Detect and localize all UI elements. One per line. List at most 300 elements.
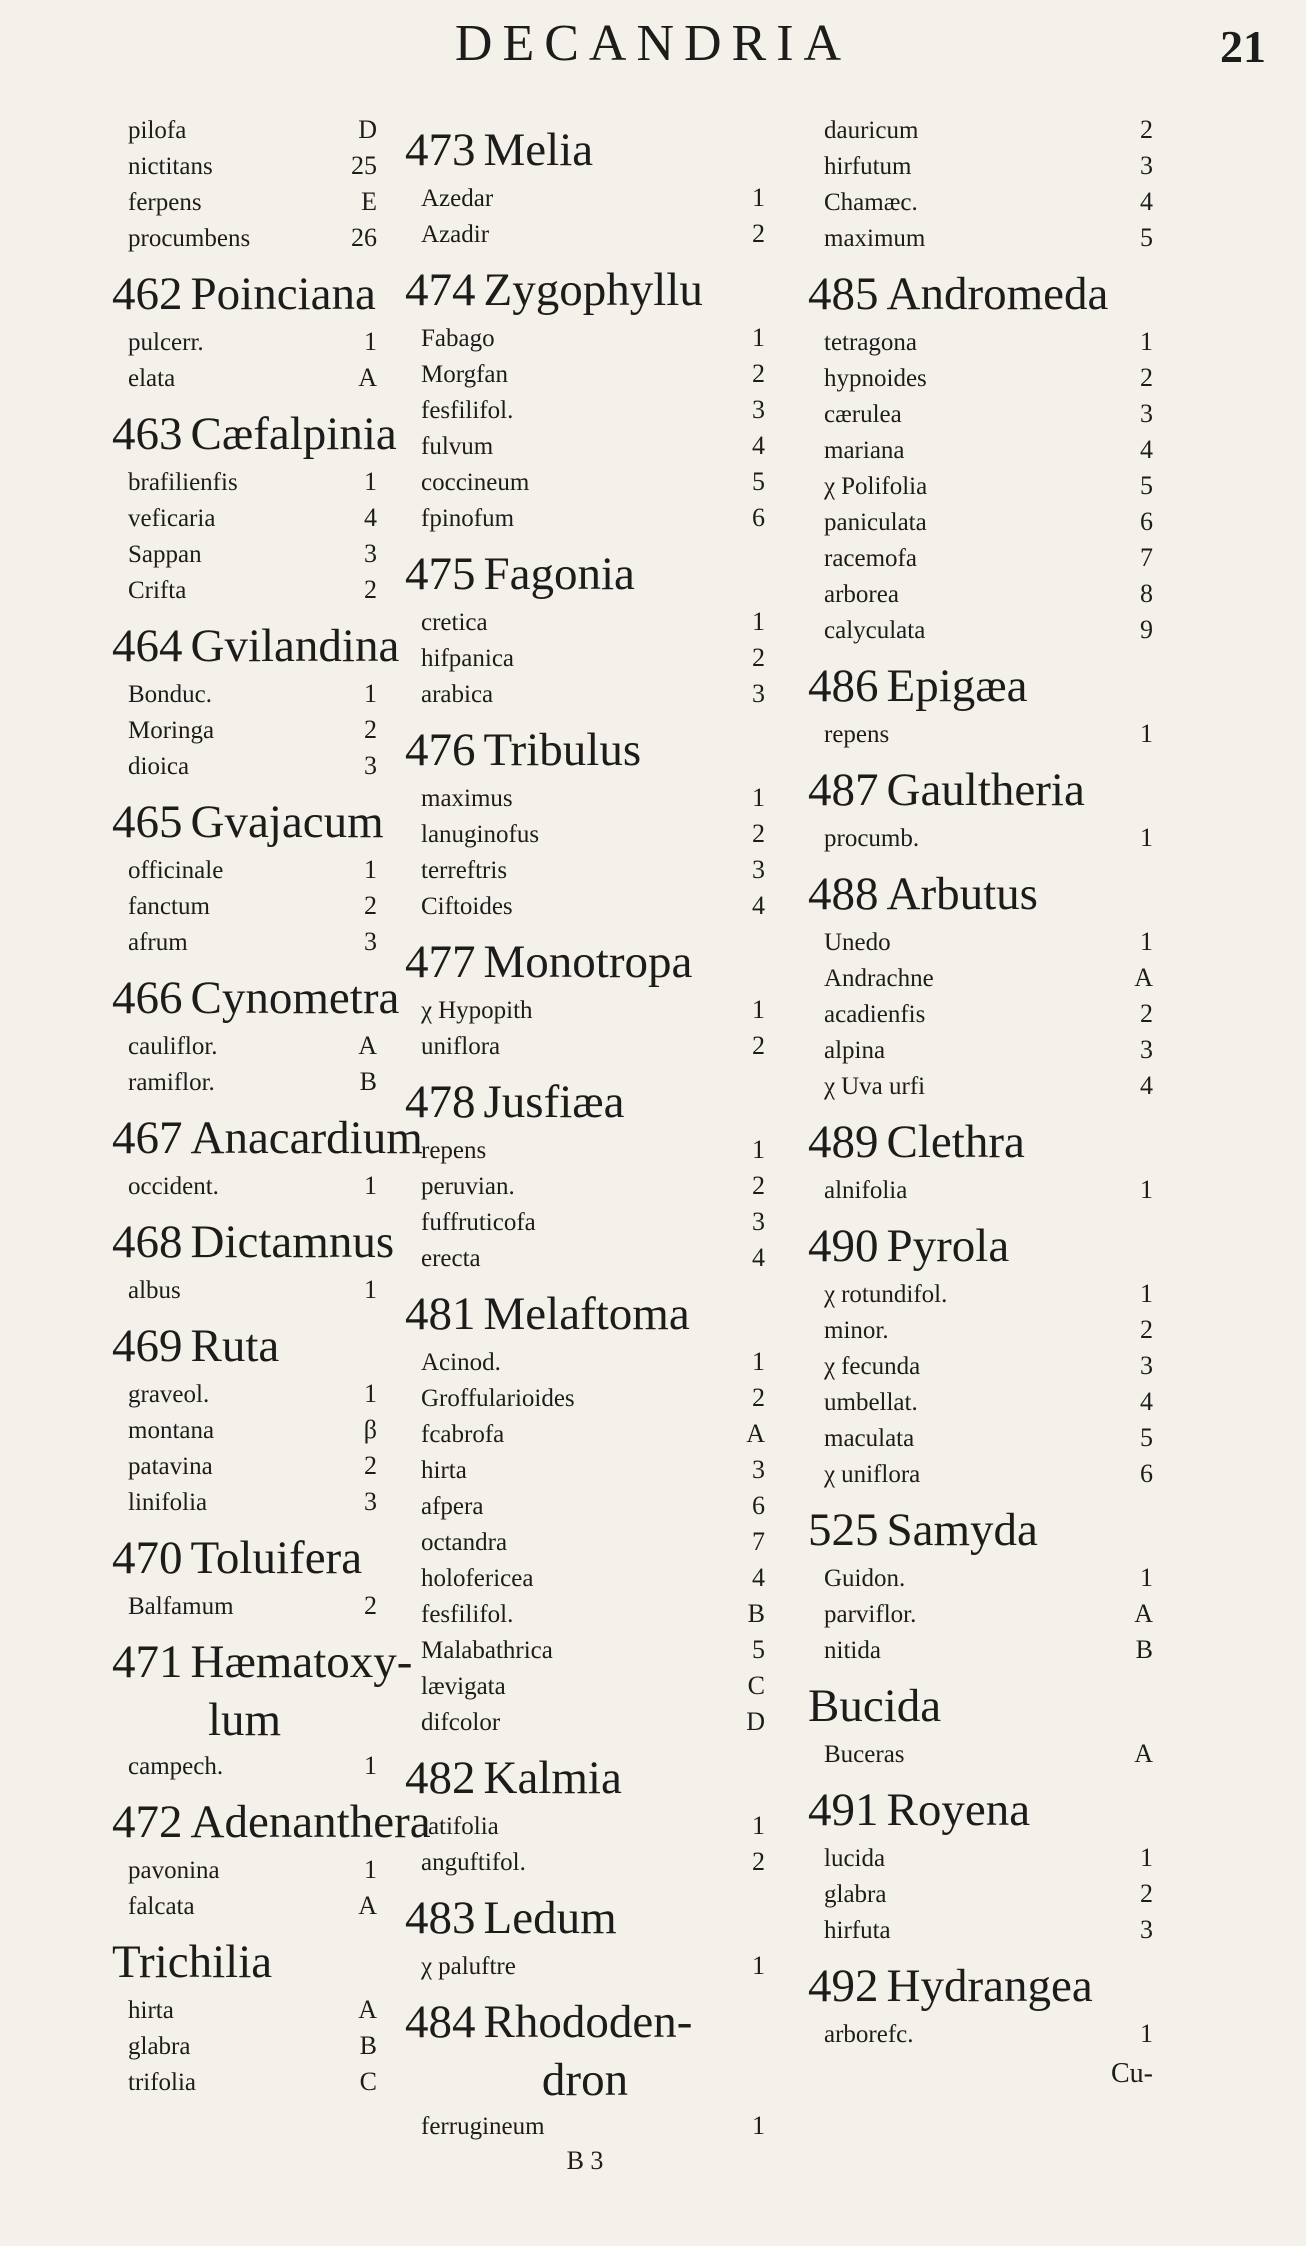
genus-heading xyxy=(112,792,384,852)
species-name xyxy=(808,613,925,648)
genus-heading xyxy=(808,760,1153,820)
species-name-text: Chamæc. xyxy=(824,189,918,216)
species-mark: 4 xyxy=(1140,435,1153,464)
genus-number: 482 xyxy=(405,1752,476,1804)
species-name-text: Azadir xyxy=(421,221,490,248)
species-mark: 1 xyxy=(752,783,765,812)
species-name-text: mariana xyxy=(824,437,905,464)
species-mark: 3 xyxy=(364,751,377,780)
species-entry xyxy=(405,1240,765,1276)
species-mark: 6 xyxy=(1140,507,1153,536)
species-mark: A xyxy=(1134,1739,1153,1768)
species-name xyxy=(405,181,493,216)
genus-number: 489 xyxy=(808,1116,879,1168)
species-entry xyxy=(112,1376,377,1412)
species-name xyxy=(808,185,918,220)
species-entry xyxy=(808,112,1153,148)
species-name xyxy=(112,1993,174,2028)
species-mark: A xyxy=(358,1995,377,2024)
species-mark: 1 xyxy=(1140,2019,1153,2048)
species-entry xyxy=(808,960,1153,996)
species-name-text: paluftre xyxy=(438,1953,516,1980)
genus-name: Royena xyxy=(886,1784,1031,1836)
species-name-text: fanctum xyxy=(128,893,210,920)
species-name xyxy=(405,641,514,676)
genus-name: Pyrola xyxy=(886,1220,1010,1272)
species-name xyxy=(112,889,210,924)
species-mark: 4 xyxy=(364,503,377,532)
genus-heading xyxy=(112,1108,423,1168)
genus-number: 468 xyxy=(112,1216,183,1268)
species-entry xyxy=(112,888,377,924)
genus-number: 466 xyxy=(112,972,183,1024)
species-mark: 1 xyxy=(752,1347,765,1376)
species-name-text: fesfilifol. xyxy=(421,397,514,424)
species-name xyxy=(405,1029,500,1064)
genus-name: Zygophyllu xyxy=(483,264,703,316)
species-name xyxy=(405,1205,536,1240)
species-name xyxy=(405,1381,575,1416)
genus-number: 471 xyxy=(112,1636,183,1688)
species-name-text: ramiflor. xyxy=(128,1069,215,1096)
genus-name: Trichilia xyxy=(112,1936,273,1988)
species-name-text: uniflora xyxy=(841,1461,921,1488)
species-name-text: lanuginofus xyxy=(421,821,540,848)
species-name xyxy=(112,573,186,608)
genus-number: 462 xyxy=(112,268,183,320)
species-entry xyxy=(405,1560,765,1596)
species-name xyxy=(405,321,495,356)
species-name xyxy=(808,577,899,612)
species-entry xyxy=(808,1068,1153,1104)
species-name xyxy=(405,1561,533,1596)
genus-name: Gaultheria xyxy=(886,764,1085,816)
species-mark: D xyxy=(358,115,377,144)
page-number: 21 xyxy=(1220,21,1266,72)
genus-heading xyxy=(808,656,1153,716)
species-name-text: minor. xyxy=(824,1317,889,1344)
species-name-text: ferrugineum xyxy=(421,2113,545,2140)
genus-heading xyxy=(808,1216,1153,1276)
species-name xyxy=(405,1345,501,1380)
species-name xyxy=(112,1413,214,1448)
species-name xyxy=(405,2109,545,2144)
species-mark: 9 xyxy=(1140,615,1153,644)
species-entry xyxy=(112,464,377,500)
species-name-text: officinale xyxy=(128,857,224,884)
species-entry xyxy=(405,216,765,252)
species-mark: 3 xyxy=(752,679,765,708)
genus-name: Anacardium xyxy=(190,1112,423,1164)
species-name-text: Acinod. xyxy=(421,1349,501,1376)
species-mark: 1 xyxy=(752,995,765,1024)
species-name xyxy=(112,749,189,784)
species-name-text: fuffruticofa xyxy=(421,1209,536,1236)
species-entry xyxy=(112,1888,377,1924)
species-entry xyxy=(808,324,1153,360)
species-name-text: Balfamum xyxy=(128,1593,234,1620)
species-entry xyxy=(112,1448,377,1484)
species-name xyxy=(808,1421,914,1456)
species-entry xyxy=(405,1204,765,1240)
species-name xyxy=(112,325,204,360)
species-entry xyxy=(112,220,377,256)
species-name xyxy=(405,393,513,428)
species-name-text: Fabago xyxy=(421,325,495,352)
species-name-text: lævigata xyxy=(421,1673,506,1700)
species-entry xyxy=(808,1456,1153,1492)
species-mark: 1 xyxy=(752,323,765,352)
genus-heading xyxy=(112,616,400,676)
species-name xyxy=(112,465,238,500)
species-name-text: terreftris xyxy=(421,857,508,884)
genus-number: 525 xyxy=(808,1504,879,1556)
species-mark: 2 xyxy=(1140,363,1153,392)
genus-name: Melia xyxy=(483,124,594,176)
species-name-text: Unedo xyxy=(824,929,891,956)
species-name xyxy=(405,1845,526,1880)
species-mark: 7 xyxy=(1140,543,1153,572)
species-name-text: Ciftoides xyxy=(421,893,513,920)
species-name xyxy=(808,1841,885,1876)
species-mark: 2 xyxy=(752,359,765,388)
catchword: Cu- xyxy=(1111,2058,1153,2089)
species-name xyxy=(112,1853,220,1888)
species-mark: 3 xyxy=(1140,1915,1153,1944)
species-name xyxy=(112,677,212,712)
species-entry xyxy=(112,536,377,572)
species-name xyxy=(112,713,214,748)
species-entry xyxy=(405,1668,765,1704)
species-entry xyxy=(112,1412,377,1448)
genus-heading xyxy=(808,1112,1153,1172)
species-entry xyxy=(808,1312,1153,1348)
species-name xyxy=(808,113,918,148)
species-mark: 2 xyxy=(752,1383,765,1412)
genus-number: 476 xyxy=(405,724,476,776)
species-name-text: anguftifol. xyxy=(421,1849,526,1876)
genus-heading xyxy=(808,864,1153,924)
species-name xyxy=(808,1277,947,1312)
species-mark: 3 xyxy=(752,1455,765,1484)
species-entry xyxy=(808,540,1153,576)
species-name xyxy=(112,1889,195,1924)
species-name-text: afrum xyxy=(128,929,188,956)
species-name xyxy=(112,185,202,220)
species-entry xyxy=(405,1704,765,1740)
species-mark: 1 xyxy=(752,183,765,212)
species-entry xyxy=(112,2028,377,2064)
species-mark: 1 xyxy=(752,1951,765,1980)
species-name-text: pulcerr. xyxy=(128,329,204,356)
genus-heading xyxy=(112,264,377,324)
species-entry xyxy=(808,1736,1153,1772)
species-name xyxy=(808,1737,905,1772)
species-name-text: repens xyxy=(421,1137,487,1164)
species-name xyxy=(112,1485,207,1520)
genus-name: Ruta xyxy=(190,1320,280,1372)
species-name-text: fulvum xyxy=(421,433,494,460)
species-entry xyxy=(808,1384,1153,1420)
species-name xyxy=(808,821,919,856)
species-name xyxy=(405,465,529,500)
species-entry xyxy=(405,1948,765,1984)
species-name-text: veficaria xyxy=(128,505,216,532)
species-mark: 1 xyxy=(364,1751,377,1780)
genus-name: Toluifera xyxy=(190,1532,363,1584)
species-name-text: maximum xyxy=(824,225,926,252)
species-name-text: graveol. xyxy=(128,1381,210,1408)
species-name xyxy=(405,1525,507,1560)
genus-number: 478 xyxy=(405,1076,476,1128)
genus-number: 486 xyxy=(808,660,879,712)
species-mark: 1 xyxy=(364,1855,377,1884)
species-name xyxy=(112,113,186,148)
genus-heading xyxy=(112,1932,377,1992)
species-mark: 3 xyxy=(752,395,765,424)
species-name xyxy=(405,1669,506,1704)
species-name xyxy=(405,217,489,252)
species-mark: 2 xyxy=(364,1451,377,1480)
species-mark: 2 xyxy=(364,1591,377,1620)
species-mark: 1 xyxy=(1140,1843,1153,1872)
species-entry xyxy=(112,1064,377,1100)
species-entry xyxy=(808,576,1153,612)
column-2 xyxy=(405,112,765,2176)
species-entry xyxy=(405,852,765,888)
species-name-text: linifolia xyxy=(128,1489,208,1516)
genus-name: Tribulus xyxy=(483,724,642,776)
species-name-text: alpina xyxy=(824,1037,886,1064)
species-entry xyxy=(405,640,765,676)
species-name xyxy=(405,605,488,640)
species-name xyxy=(808,925,891,960)
species-mark: 4 xyxy=(1140,1071,1153,1100)
species-mark: E xyxy=(361,187,377,216)
species-name xyxy=(405,817,539,852)
species-entry xyxy=(405,2108,765,2144)
species-entry xyxy=(808,184,1153,220)
genus-number: 474 xyxy=(405,264,476,316)
species-name-text: fesfilifol. xyxy=(421,1601,514,1628)
species-entry xyxy=(808,2016,1153,2052)
species-mark: 1 xyxy=(364,679,377,708)
genus-heading xyxy=(112,404,397,464)
species-name xyxy=(405,677,493,712)
species-name xyxy=(808,149,912,184)
species-name-text: tetragona xyxy=(824,329,918,356)
genus-number: 472 xyxy=(112,1796,183,1848)
genus-name: Rhododen- xyxy=(483,1996,693,2048)
species-name-text: dioica xyxy=(128,753,190,780)
species-mark: 2 xyxy=(1140,115,1153,144)
column-3 xyxy=(808,112,1153,2090)
species-entry xyxy=(405,1488,765,1524)
species-entry xyxy=(112,1028,377,1064)
species-mark: 7 xyxy=(752,1527,765,1556)
genus-number: 488 xyxy=(808,868,879,920)
species-entry xyxy=(405,1344,765,1380)
species-entry xyxy=(808,396,1153,432)
species-name xyxy=(112,501,215,536)
species-name xyxy=(405,1417,504,1452)
species-name xyxy=(808,1913,891,1948)
species-mark: 3 xyxy=(752,855,765,884)
genus-name: Dictamnus xyxy=(190,1216,395,1268)
species-entry xyxy=(808,612,1153,648)
species-entry xyxy=(405,180,765,216)
species-mark: 1 xyxy=(364,1275,377,1304)
species-mark: 1 xyxy=(364,1171,377,1200)
species-name xyxy=(808,1313,889,1348)
species-name xyxy=(808,433,905,468)
species-entry xyxy=(112,360,377,396)
species-name-text: Uva urfi xyxy=(841,1073,926,1100)
genus-heading xyxy=(405,1072,765,1132)
genus-name: Melaftoma xyxy=(483,1288,690,1340)
species-name xyxy=(405,501,514,536)
species-name-text: coccineum xyxy=(421,469,530,496)
species-entry xyxy=(405,356,765,392)
species-mark: 2 xyxy=(1140,999,1153,1028)
genus-name: Jusfiæa xyxy=(483,1076,625,1128)
genus-heading xyxy=(808,1780,1153,1840)
cross-mark: χ xyxy=(824,1461,836,1488)
species-mark: 2 xyxy=(752,1171,765,1200)
genus-name-continuation: dron xyxy=(541,2054,629,2106)
species-entry xyxy=(405,604,765,640)
species-name-text: Hypopith xyxy=(438,997,533,1024)
species-name xyxy=(808,1597,916,1632)
species-mark: 1 xyxy=(1140,927,1153,956)
species-mark: 3 xyxy=(1140,1035,1153,1064)
genus-name: Cynometra xyxy=(190,972,400,1024)
genus-name: Cæfalpinia xyxy=(190,408,397,460)
genus-heading xyxy=(112,1528,377,1588)
genus-heading xyxy=(112,1316,377,1376)
species-name-text: Polifolia xyxy=(841,473,928,500)
species-name xyxy=(808,505,927,540)
genus-name: Hæmatoxy- xyxy=(190,1636,413,1688)
species-name-text: fecunda xyxy=(841,1353,921,1380)
species-name xyxy=(112,1273,181,1308)
genus-heading xyxy=(405,1888,765,1948)
cross-mark: χ xyxy=(824,473,836,500)
species-name-text: Bonduc. xyxy=(128,681,213,708)
species-name xyxy=(405,1633,553,1668)
genus-heading xyxy=(808,264,1153,324)
species-name-text: lucida xyxy=(824,1845,886,1872)
species-mark: 6 xyxy=(752,503,765,532)
species-name xyxy=(808,1457,920,1492)
genus-heading xyxy=(405,1284,765,1344)
species-entry xyxy=(405,1132,765,1168)
genus-heading xyxy=(112,968,400,1028)
species-name xyxy=(405,853,507,888)
species-mark: 3 xyxy=(1140,399,1153,428)
species-name xyxy=(112,925,188,960)
genus-heading xyxy=(112,1212,395,1272)
species-name xyxy=(808,1033,885,1068)
species-entry xyxy=(808,924,1153,960)
species-mark: 1 xyxy=(752,2111,765,2140)
species-name-text: racemofa xyxy=(824,545,917,572)
species-mark: 1 xyxy=(364,1379,377,1408)
species-mark: 25 xyxy=(351,151,377,180)
species-name xyxy=(112,1377,209,1412)
species-entry xyxy=(405,392,765,428)
species-entry xyxy=(405,1524,765,1560)
species-mark: 5 xyxy=(752,467,765,496)
species-name xyxy=(405,993,533,1028)
species-entry xyxy=(808,716,1153,752)
genus-heading xyxy=(808,1500,1153,1560)
species-name xyxy=(405,357,508,392)
species-mark: 5 xyxy=(1140,471,1153,500)
species-name-text: Andrachne xyxy=(824,965,934,992)
genus-heading xyxy=(405,720,765,780)
species-mark: 4 xyxy=(752,1563,765,1592)
species-mark: 1 xyxy=(364,327,377,356)
species-entry xyxy=(808,1560,1153,1596)
species-entry xyxy=(405,1028,765,1064)
species-mark: 2 xyxy=(752,219,765,248)
species-name xyxy=(112,1065,215,1100)
species-name-text: hypnoides xyxy=(824,365,927,392)
page-header xyxy=(0,14,1306,74)
species-name xyxy=(808,325,917,360)
genus-name-continuation: lum xyxy=(207,1694,282,1746)
species-name xyxy=(405,1809,499,1844)
species-name-text: campech. xyxy=(128,1753,224,1780)
species-entry xyxy=(808,468,1153,504)
species-mark: 2 xyxy=(1140,1879,1153,1908)
genus-heading xyxy=(112,1632,413,1692)
species-name-text: cauliflor. xyxy=(128,1033,218,1060)
species-name xyxy=(405,1133,486,1168)
species-mark: 3 xyxy=(364,539,377,568)
species-name-text: arabica xyxy=(421,681,494,708)
genus-number: 464 xyxy=(112,620,183,672)
species-entry xyxy=(112,712,377,748)
species-mark: A xyxy=(358,363,377,392)
species-entry xyxy=(112,748,377,784)
species-name xyxy=(808,1069,925,1104)
species-entry xyxy=(112,1484,377,1520)
species-name-text: hirfuta xyxy=(824,1917,891,1944)
species-name xyxy=(808,221,925,256)
species-entry xyxy=(808,148,1153,184)
species-name-text: occident. xyxy=(128,1173,219,1200)
genus-name: Kalmia xyxy=(483,1752,622,1804)
species-entry xyxy=(808,996,1153,1032)
species-name-text: patavina xyxy=(128,1453,213,1480)
species-entry xyxy=(405,1452,765,1488)
genus-name: Adenanthera xyxy=(190,1796,431,1848)
genus-name: Bucida xyxy=(808,1680,942,1732)
cross-mark: χ xyxy=(421,997,433,1024)
species-name-text: fcabrofa xyxy=(421,1421,505,1448)
species-name-text: maculata xyxy=(824,1425,915,1452)
species-name xyxy=(112,1749,223,1784)
species-name xyxy=(112,2029,190,2064)
species-mark: 3 xyxy=(364,927,377,956)
species-entry xyxy=(808,1876,1153,1912)
species-entry xyxy=(112,1992,377,2028)
species-mark: A xyxy=(746,1419,765,1448)
genus-number: 477 xyxy=(405,936,476,988)
species-entry xyxy=(405,780,765,816)
